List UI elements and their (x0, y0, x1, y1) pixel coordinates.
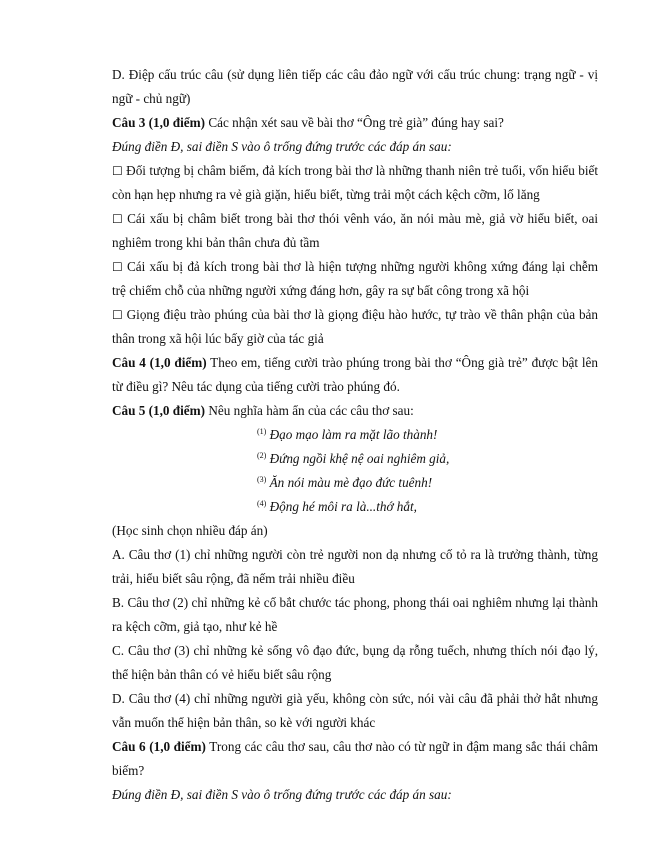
verse-number: (1) (257, 427, 267, 436)
q3-heading (112, 111, 598, 135)
q5-note: (Học sinh chọn nhiều đáp án) (112, 523, 268, 538)
q5-option-a: A. Câu thơ (1) chỉ những người còn trẻ người non dạ nhưng cố tỏ ra là trưởng thành, từng trải, hiểu biết sâu rộng, đã nếm trải nhiều điều (112, 547, 598, 586)
q5-option-b: B. Câu thơ (2) chỉ những kẻ cố bắt chước tác phong, phong thái oai nghiêm nhưng lại thành ra kệch cỡm, giả tạo, như kẻ hề (112, 595, 598, 634)
q5-title: Câu 5 (1,0 điểm) (112, 403, 206, 418)
q5-option-c: C. Câu thơ (3) chỉ những kẻ sống vô đạo đức, bụng dạ rỗng tuếch, nhưng thích nói đạo lý, thể hiện bản thân có vẻ hiểu biết sâu rộng (112, 643, 598, 682)
q5-text: Nêu nghĩa hàm ẩn của các câu thơ sau: (205, 403, 414, 418)
verse-number: (2) (257, 451, 267, 460)
verse-text: Đạo mạo làm ra mặt lão thành! (266, 427, 438, 442)
checkbox-icon: ☐ (112, 260, 123, 274)
q4-text: Theo em, tiếng cười trào phúng trong bài thơ “Ông già trẻ” được bật lên từ điều gì? Nêu tác dụng của tiếng cười trào phúng đó. (112, 355, 598, 394)
verse-number: (3) (257, 475, 267, 484)
q3-item-text: Cái xấu bị đả kích trong bài thơ là hiện tượng những người không xứng đáng lại chễm trệ chiếm chỗ của những người xứng đáng hơn, gây ra sự bất công trong xã hội (112, 259, 598, 298)
verse-text: Ăn nói màu mè đạo đức tuênh! (266, 475, 433, 490)
verse-number: (4) (257, 499, 267, 508)
q2-option-d: D. Điệp cấu trúc câu (sử dụng liên tiếp các câu đảo ngữ với cấu trúc chung: trạng ngữ - vị ngữ - chủ ngữ) (112, 67, 598, 106)
q3-title: Câu 3 (1,0 điểm) (112, 115, 206, 130)
q5-option-d: D. Câu thơ (4) chỉ những người già yếu, không còn sức, nói vài câu đã phải thở hắt nhưng vẫn muốn thể hiện bản thân, so kè với người khác (112, 691, 598, 730)
verse-text: Đứng ngồi khệ nệ oai nghiêm giả, (266, 451, 450, 466)
verse-line-3 (112, 471, 598, 495)
q3-text: Các nhận xét sau về bài thơ “Ông trẻ già” đúng hay sai? (205, 115, 504, 130)
q4-title: Câu 4 (1,0 điểm) (112, 355, 207, 370)
checkbox-icon: ☐ (112, 164, 123, 178)
q3-item-3 (112, 255, 598, 303)
q3-item-text: Đối tượng bị châm biếm, đả kích trong bài thơ là những thanh niên trẻ tuổi, vốn hiểu biết còn hạn hẹp nhưng ra vẻ già giặn, hiểu biết, từng trải một cách kệch cỡm, lố lăng (112, 163, 598, 202)
q6-text: Trong các câu thơ sau, câu thơ nào có từ ngữ in đậm mang sắc thái châm biếm? (112, 739, 598, 778)
document-page (112, 63, 598, 807)
q5-heading (112, 399, 598, 423)
verse-line-4 (112, 495, 598, 519)
q3-item-4 (112, 303, 598, 351)
verse-text: Động hé môi ra là...thớ hắt, (266, 499, 417, 514)
q3-item-text: Cái xấu bị châm biết trong bài thơ thói vênh váo, ăn nói màu mè, giả vờ hiểu biết, oai nghiêm trong khi bản thân chưa đủ tầm (112, 211, 598, 250)
q6-title: Câu 6 (1,0 điểm) (112, 739, 206, 754)
q6-heading (112, 735, 598, 783)
q6-instruction: Đúng điền Đ, sai điền S vào ô trống đứng trước các đáp án sau: (112, 787, 452, 802)
q3-item-2 (112, 207, 598, 255)
verse-line-2 (112, 447, 598, 471)
checkbox-icon: ☐ (112, 308, 123, 322)
q3-item-text: Giọng điệu trào phúng của bài thơ là giọng điệu hào hước, tự trào về thân phận của bản thân trong xã hội lúc bấy giờ của tác giả (112, 307, 598, 346)
checkbox-icon: ☐ (112, 212, 123, 226)
q3-instruction: Đúng điền Đ, sai điền S vào ô trống đứng trước các đáp án sau: (112, 139, 452, 154)
q3-item-1 (112, 159, 598, 207)
q4-heading (112, 351, 598, 399)
verse-line-1 (112, 423, 598, 447)
